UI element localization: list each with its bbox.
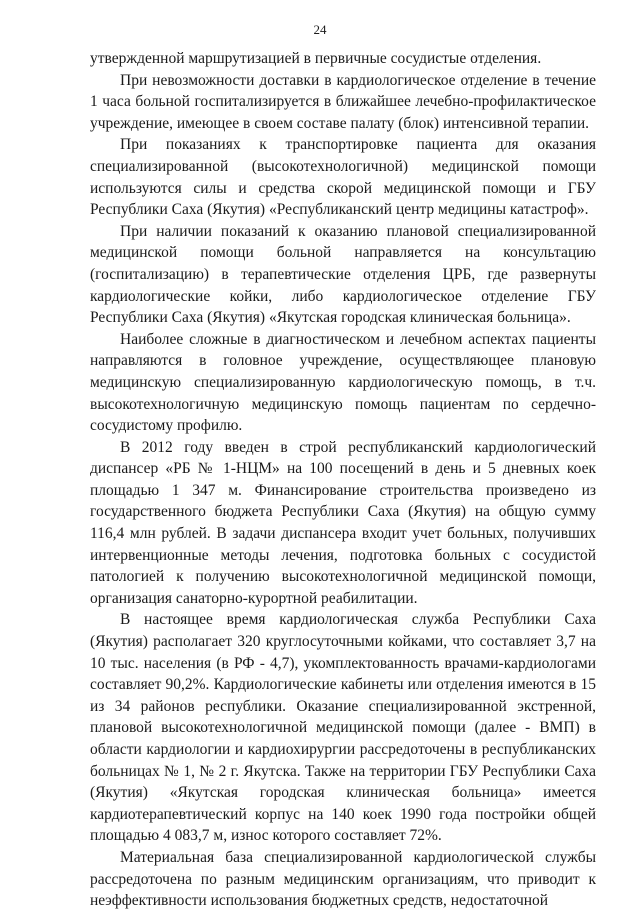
paragraph-current-service: В настоящее время кардиологическая служба Республики Саха (Якутия) располагает 320 круглосуточными койками, что составляет 3,7 на 10 тыс. населения (в РФ - 4,7), укомплектованность врачами-кардиологами составляет 90,2%. Кардиологические кабинеты или отделения имеются в 15 из 34 районов республики. Оказание специализированной экстренной, плановой высокотехнологичной медицинской помощи (далее - ВМП) в области кардиологии и кардиохирургии рассредоточены в республиканских больницах № 1, № 2 г. Якутска. Также на территории ГБУ Республики Саха (Якутия) «Якутская городская клиническая больница» имеется кардиотерапевтический корпус на 140 коек 1990 года постройки общей площадью 4 083,7 м, износ которого составляет 72%. — [90, 611, 596, 845]
paragraph-dispensary-2012: В 2012 году введен в строй республиканский кардиологический диспансер «РБ № 1-НЦМ» на 100 посещений в день и 5 дневных коек площадью 1 347 м. Финансирование строительства произведено из государственного бюджета Республики Саха (Якутия) на общую сумму 116,4 млн рублей. В задачи диспансера входит учет больных, получивших интервенционные методы лечения, подготовка больных с сосудистой патологией к получению высокотехнологичной медицинской помощи, организация санаторно-курортной реабилитации. — [90, 438, 596, 607]
paragraph-material-base: Материальная база специализированной кардиологической службы рассредоточена по разным медицинским организациям, что приводит к неэффективности использования бюджетных средств, недостаточной — [90, 848, 596, 910]
paragraph-transport-indications: При показаниях к транспортировке пациента для оказания специализированной (высокотехнологичной) медицинской помощи используются силы и средства скорой медицинской помощи и ГБУ Республики Саха (Якутия) «Республиканский центр медицины катастроф». — [90, 136, 596, 219]
paragraph-complex-patients: Наиболее сложные в диагностическом и лечебном аспектах пациенты направляются в головное учреждение, осуществляющее плановую медицинскую специализированную кардиологическую помощь, в т.ч. высокотехнологичную медицинскую помощь пациентам по сердечно-сосудистому профилю. — [90, 330, 596, 435]
page-number: 24 — [313, 22, 327, 37]
body-text — [90, 48, 596, 912]
paragraph-delivery-impossible: При невозможности доставки в кардиологическое отделение в течение 1 часа больной госпитализируется в ближайшее лечебно-профилактическое учреждение, имеющее в своем составе палату (блок) интенсивной терапии. — [90, 71, 596, 132]
paragraph-planned-care: При наличии показаний к оказанию плановой специализированной медицинской помощи больной направляется на консультацию (госпитализацию) в терапевтические отделения ЦРБ, где развернуты кардиологические койки, либо кардиологическое отделение ГБУ Республики Саха (Якутия) «Якутская городская клиническая больница». — [90, 222, 596, 327]
paragraph-continuation: утвержденной маршрутизацией в первичные сосудистые отделения. — [90, 50, 542, 67]
